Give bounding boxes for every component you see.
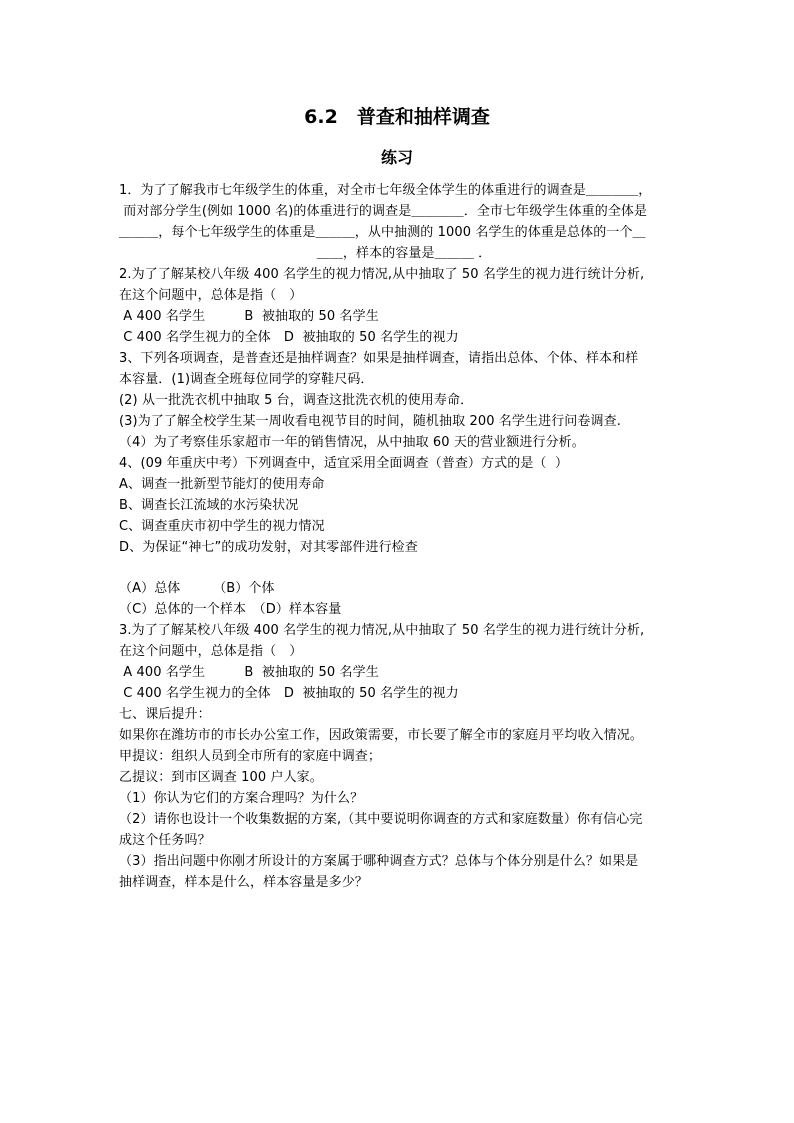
text-line: (2) 从一批洗衣机中抽取 5 台，调查这批洗衣机的使用寿命． (119, 393, 474, 408)
text-line: 而对部分学生(例如 1000 名)的体重进行的调查是＿＿＿＿．全市七年级学生体重的全体是 (119, 204, 648, 219)
blank-line (119, 558, 689, 578)
text-line: 乙提议：到市区调查 100 户人家。 (119, 770, 323, 785)
option-line: D、为保证“神七”的成功发射，对其零部件进行检查 (119, 540, 418, 555)
option-line: （C）总体的一个样本 （D）样本容量 (119, 602, 342, 617)
text-line: ＿＿，样本的容量是＿＿＿ ． (316, 246, 492, 261)
text-line: 成这个任务吗？ (119, 833, 211, 848)
text-line: 3.为了了解某校八年级 400 名学生的视力情况,从中抽取了 50 名学生的视力进行统计分析, (119, 623, 645, 638)
option-line: B、调查长江流域的水污染状况 (119, 498, 299, 513)
page-title: 6.2 普查和抽样调查 (304, 106, 490, 128)
text-line: 2.为了了解某校八年级 400 名学生的视力情况,从中抽取了 50 名学生的视力进行统计分析, (119, 267, 645, 282)
option-line: A 400 名学生 B 被抽取的 50 名学生 (119, 309, 379, 324)
text-line: 4、(09 年重庆中考）下列调查中，适宜采用全面调查（普查）方式的是（ ） (119, 456, 569, 471)
section-heading: 七、课后提升： (119, 707, 211, 722)
section-subtitle: 练习 (380, 148, 413, 167)
option-line: C 400 名学生视力的全体 D 被抽取的 50 名学生的视力 (119, 686, 459, 701)
text-line: 本容量．(1)调查全班每位同学的穿鞋尺码． (119, 372, 374, 387)
text-line: 1．为了了解我市七年级学生的体重，对全市七年级全体学生的体重进行的调查是＿＿＿＿， (119, 183, 652, 198)
text-line: 如果你在潍坊市的市长办公室工作，因政策需要，市长要了解全市的家庭月平均收入情况。 (119, 728, 644, 743)
option-line: （A）总体 （B）个体 (119, 581, 275, 596)
option-line: A、调查一批新型节能灯的使用寿命 (119, 477, 325, 492)
option-line: C、调查重庆市初中学生的视力情况 (119, 519, 325, 534)
text-line: 在这个问题中，总体是指（ ） (119, 288, 303, 303)
text-line: （4）为了考察佳乐家超市一年的销售情况，从中抽取 60 天的营业额进行分析。 (119, 435, 585, 450)
text-line: 3、下列各项调查，是普查还是抽样调查？如果是抽样调查，请指出总体、个体、样本和样 (119, 351, 639, 366)
text-line: 抽样调查，样本是什么，样本容量是多少？ (119, 875, 368, 890)
text-line: （1）你认为它们的方案合理吗？为什么？ (119, 791, 364, 806)
text-line: （3）指出问题中你刚才所设计的方案属于哪种调查方式？总体与个体分别是什么？如果是 (119, 854, 639, 869)
text-line: ＿＿＿，每个七年级学生的体重是＿＿＿，从中抽测的 1000 名学生的体重是总体的一个＿ (119, 225, 646, 240)
text-line: 在这个问题中，总体是指（ ） (119, 644, 303, 659)
text-line: (3)为了了解全校学生某一周收看电视节目的时间，随机抽取 200 名学生进行问卷调查. (119, 414, 621, 429)
exercise-body (119, 180, 689, 893)
text-line: 甲提议：组织人员到全市所有的家庭中调查； (119, 749, 382, 764)
option-line: A 400 名学生 B 被抽取的 50 名学生 (119, 665, 379, 680)
text-line: （2）请你也设计一个收集数据的方案,（其中要说明你调查的方式和家庭数量）你有信心完 (119, 812, 643, 827)
option-line: C 400 名学生视力的全体 D 被抽取的 50 名学生的视力 (119, 330, 459, 345)
